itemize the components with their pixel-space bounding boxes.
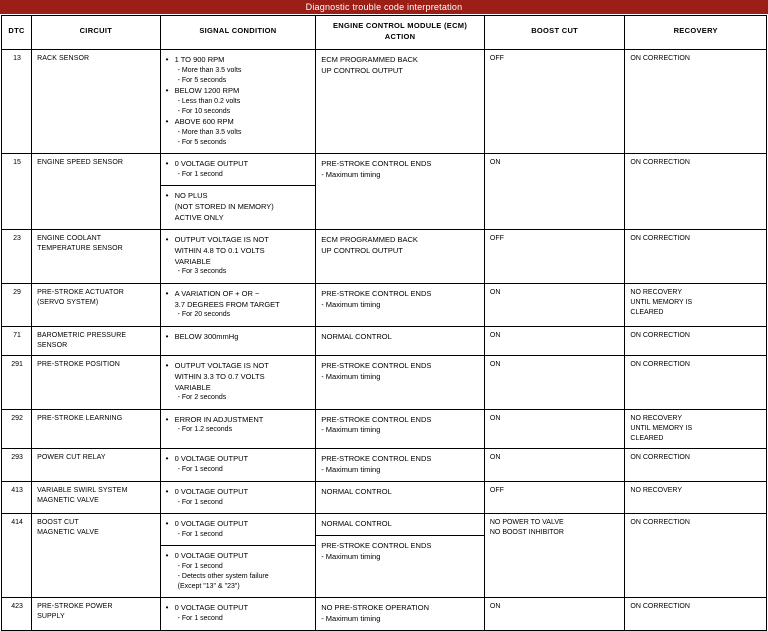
column-header-ecm-line2: ACTION [384,31,416,41]
ecm-block [316,230,484,262]
signal-block [161,545,316,597]
cell-boost-cut [484,154,625,230]
signal-line: 3.7 DEGREES FROM TARGET [174,299,280,309]
signal-line: - For 1 second [177,562,223,570]
signal-line: VARIABLE [174,382,211,392]
boost-cut-line: OFF [489,234,504,242]
recovery-line: ON CORRECTION [630,331,690,339]
signal-block [161,327,316,348]
ecm-block [316,535,484,568]
cell-dtc: 29 [2,283,32,326]
cell-recovery [625,513,767,597]
ecm-block [316,514,484,535]
ecm-line: ECM PROGRAMMED BACK [321,234,418,244]
cell-dtc: 292 [2,409,32,448]
cell-ecm-action [316,598,485,631]
boost-cut-line: ON [489,331,501,339]
ecm-line: - Maximum timing [321,371,381,381]
circuit-line: ENGINE COOLANT [37,234,102,242]
recovery-line: ON CORRECTION [630,603,690,611]
circuit-line: PRE-STROKE POWER [37,603,113,611]
cell-recovery [625,49,767,153]
document-title-bar: Diagnostic trouble code interpretation [0,0,768,14]
table-row [2,598,767,631]
table-body [2,49,767,630]
cell-circuit [32,513,161,597]
recovery-line: UNTIL MEMORY IS [630,298,693,306]
table-row [2,283,767,326]
cell-dtc: 15 [2,154,32,230]
ecm-line: NORMAL CONTROL [321,331,392,341]
ecm-line: - Maximum timing [321,299,381,309]
cell-dtc: 23 [2,229,32,283]
cell-dtc: 13 [2,49,32,153]
cell-boost-cut [484,409,625,448]
cell-recovery [625,448,767,481]
cell-ecm-action [316,355,485,409]
signal-line: - For 5 seconds [177,139,227,147]
recovery-line: NO RECOVERY [630,486,683,494]
circuit-line: MAGNETIC VALVE [37,496,99,504]
boost-cut-line: ON [489,603,501,611]
cell-dtc: 71 [2,326,32,355]
cell-signal-condition [160,154,316,230]
recovery-line: NO RECOVERY [630,414,683,422]
signal-line: - For 1.2 seconds [177,426,233,434]
cell-circuit: PRE-STROKE LEARNING [32,409,161,448]
cell-circuit [32,481,161,513]
dtc-table [1,15,767,631]
cell-signal-condition [160,326,316,355]
signal-block [161,154,316,185]
signal-line: - For 1 second [177,530,223,538]
cell-circuit: PRE-STROKE POSITION [32,355,161,409]
recovery-line: CLEARED [630,434,664,442]
ecm-line: NO PRE-STROKE OPERATION [321,603,430,613]
cell-recovery [625,409,767,448]
cell-boost-cut [484,355,625,409]
signal-line: • 0 VOLTAGE OUTPUT [166,551,312,562]
cell-signal-condition [160,513,316,597]
recovery-line: ON CORRECTION [630,159,690,167]
ecm-line: UP CONTROL OUTPUT [321,245,403,255]
ecm-block [316,598,484,630]
cell-signal-condition [160,481,316,513]
cell-boost-cut [484,49,625,153]
cell-dtc: 413 [2,481,32,513]
signal-line: • 0 VOLTAGE OUTPUT [166,454,312,465]
signal-line: • 0 VOLTAGE OUTPUT [166,159,312,170]
signal-line: - For 3 seconds [177,268,227,276]
circuit-line: BAROMETRIC PRESSURE [37,331,127,339]
cell-dtc: 293 [2,448,32,481]
signal-line: • OUTPUT VOLTAGE IS NOT [166,361,312,372]
cell-boost-cut [484,481,625,513]
cell-dtc: 414 [2,513,32,597]
cell-recovery [625,154,767,230]
signal-block [161,356,316,409]
ecm-line: PRE-STROKE CONTROL ENDS [321,288,432,298]
signal-block [161,230,316,283]
signal-line: - For 20 seconds [177,311,231,319]
ecm-line: NORMAL CONTROL [321,486,392,496]
ecm-line: - Maximum timing [321,170,381,180]
cell-circuit [32,229,161,283]
signal-line: • BELOW 1200 RPM [166,86,312,97]
boost-cut-line: OFF [489,54,504,62]
cell-ecm-action [316,409,485,448]
boost-cut-line: NO BOOST INHIBITOR [489,528,564,536]
boost-cut-line: ON [489,159,501,167]
recovery-line: CLEARED [630,308,664,316]
header-row [2,16,767,50]
cell-recovery [625,283,767,326]
table-row [2,229,767,283]
ecm-line: PRE-STROKE CONTROL ENDS [321,159,432,169]
table-row [2,481,767,513]
cell-signal-condition [160,283,316,326]
signal-line: • ERROR IN ADJUSTMENT [166,415,312,426]
signal-line: - For 2 seconds [177,394,227,402]
cell-circuit: POWER CUT RELAY [32,448,161,481]
ecm-line: UP CONTROL OUTPUT [321,65,403,75]
cell-ecm-action [316,154,485,230]
signal-line: - For 1 second [177,614,223,622]
cell-circuit [32,326,161,355]
circuit-line: MAGNETIC VALVE [37,528,99,536]
cell-recovery [625,229,767,283]
ecm-line: NORMAL CONTROL [321,518,392,528]
table-row [2,355,767,409]
cell-signal-condition [160,355,316,409]
signal-block [161,185,316,229]
signal-line: • 0 VOLTAGE OUTPUT [166,487,312,498]
table-row [2,326,767,355]
signal-line: ACTIVE ONLY [174,212,224,222]
recovery-line: ON CORRECTION [630,518,690,526]
table-row [2,448,767,481]
signal-block [161,284,316,326]
recovery-line: NO RECOVERY [630,288,683,296]
ecm-line: - Maximum timing [321,425,381,435]
cell-boost-cut [484,229,625,283]
signal-block [161,50,316,153]
ecm-block [316,410,484,442]
circuit-line: PRE-STROKE ACTUATOR [37,288,124,296]
cell-boost-cut [484,513,625,597]
table-row [2,49,767,153]
cell-ecm-action [316,481,485,513]
cell-recovery [625,326,767,355]
signal-line: - More than 3.5 volts [177,66,242,74]
recovery-line: ON CORRECTION [630,54,690,62]
cell-circuit: RACK SENSOR [32,49,161,153]
cell-signal-condition [160,409,316,448]
signal-line: • 1 TO 900 RPM [166,55,312,66]
cell-recovery [625,598,767,631]
signal-line: • 0 VOLTAGE OUTPUT [166,603,312,614]
cell-signal-condition [160,598,316,631]
column-header-circuit: CIRCUIT [32,16,161,50]
ecm-block [316,482,484,503]
column-header-boost-cut: BOOST CUT [484,16,625,50]
signal-line: • BELOW 300mmHg [166,332,312,343]
cell-signal-condition [160,229,316,283]
cell-ecm-action [316,326,485,355]
ecm-block [316,356,484,388]
boost-cut-line: ON [489,453,501,461]
signal-line: WITHIN 3.3 TO 0.7 VOLTS [174,371,265,381]
signal-line: (Except "13" & "23") [177,582,240,590]
cell-circuit: ENGINE SPEED SENSOR [32,154,161,230]
cell-dtc: 423 [2,598,32,631]
cell-dtc: 291 [2,355,32,409]
boost-cut-line: OFF [489,486,504,494]
signal-block [161,598,316,629]
column-header-ecm-action [316,16,485,50]
cell-circuit [32,283,161,326]
ecm-line: PRE-STROKE CONTROL ENDS [321,414,432,424]
boost-cut-line: ON [489,414,501,422]
cell-ecm-action [316,283,485,326]
boost-cut-line: ON [489,360,501,368]
circuit-line: TEMPERATURE SENSOR [37,245,123,252]
signal-line: (NOT STORED IN MEMORY) [174,202,274,212]
cell-ecm-action [316,448,485,481]
signal-line: • 0 VOLTAGE OUTPUT [166,519,312,530]
recovery-line: ON CORRECTION [630,453,690,461]
ecm-line: ECM PROGRAMMED BACK [321,54,418,64]
table-row [2,409,767,448]
signal-line: - For 5 seconds [177,76,227,84]
table-row [2,513,767,597]
signal-line: • A VARIATION OF + OR − [166,289,312,300]
table-row [2,154,767,230]
cell-ecm-action [316,513,485,597]
cell-recovery [625,355,767,409]
boost-cut-line: NO POWER TO VALVE [489,518,564,526]
ecm-line: - Maximum timing [321,464,381,474]
cell-recovery [625,481,767,513]
column-header-dtc: DTC [2,16,32,50]
ecm-line: PRE-STROKE CONTROL ENDS [321,360,432,370]
cell-boost-cut [484,283,625,326]
ecm-block [316,154,484,186]
ecm-block [316,327,484,348]
signal-line: - More than 3.5 volts [177,128,242,136]
signal-line: • OUTPUT VOLTAGE IS NOT [166,235,312,246]
table-header [2,16,767,50]
signal-line: - Detects other system failure [177,572,269,580]
signal-line: VARIABLE [174,256,211,266]
ecm-block [316,449,484,481]
ecm-line: PRE-STROKE CONTROL ENDS [321,540,432,550]
ecm-line: PRE-STROKE CONTROL ENDS [321,453,432,463]
cell-boost-cut [484,326,625,355]
signal-line: • NO PLUS [166,191,312,202]
cell-boost-cut [484,448,625,481]
column-header-recovery: RECOVERY [625,16,767,50]
signal-line: - For 1 second [177,498,223,506]
signal-line: - For 10 seconds [177,107,231,115]
cell-boost-cut [484,598,625,631]
signal-line: WITHIN 4.8 TO 0.1 VOLTS [174,245,265,255]
cell-signal-condition [160,49,316,153]
recovery-line: ON CORRECTION [630,234,690,242]
column-header-signal-condition: SIGNAL CONDITION [160,16,316,50]
circuit-line: (SERVO SYSTEM) [37,298,99,306]
ecm-line: - Maximum timing [321,613,381,623]
recovery-line: ON CORRECTION [630,360,690,368]
cell-ecm-action [316,49,485,153]
signal-block [161,514,316,545]
column-header-ecm-line1: ENGINE CONTROL MODULE (ECM) [332,21,468,30]
boost-cut-line: ON [489,288,501,296]
signal-line: • ABOVE 600 RPM [166,117,312,128]
signal-block [161,410,316,441]
circuit-line: SENSOR [37,341,68,349]
signal-block [161,449,316,480]
circuit-line: SUPPLY [37,613,65,621]
signal-line: - Less than 0.2 volts [177,97,241,105]
ecm-block [316,50,484,82]
signal-block [161,482,316,513]
circuit-line: VARIABLE SWIRL SYSTEM [37,486,128,494]
ecm-line: - Maximum timing [321,551,381,561]
circuit-line: BOOST CUT [37,518,79,526]
ecm-block [316,284,484,316]
signal-line: - For 1 second [177,465,223,473]
cell-signal-condition [160,448,316,481]
recovery-line: UNTIL MEMORY IS [630,424,693,432]
signal-line: - For 1 second [177,171,223,179]
cell-circuit [32,598,161,631]
cell-ecm-action [316,229,485,283]
